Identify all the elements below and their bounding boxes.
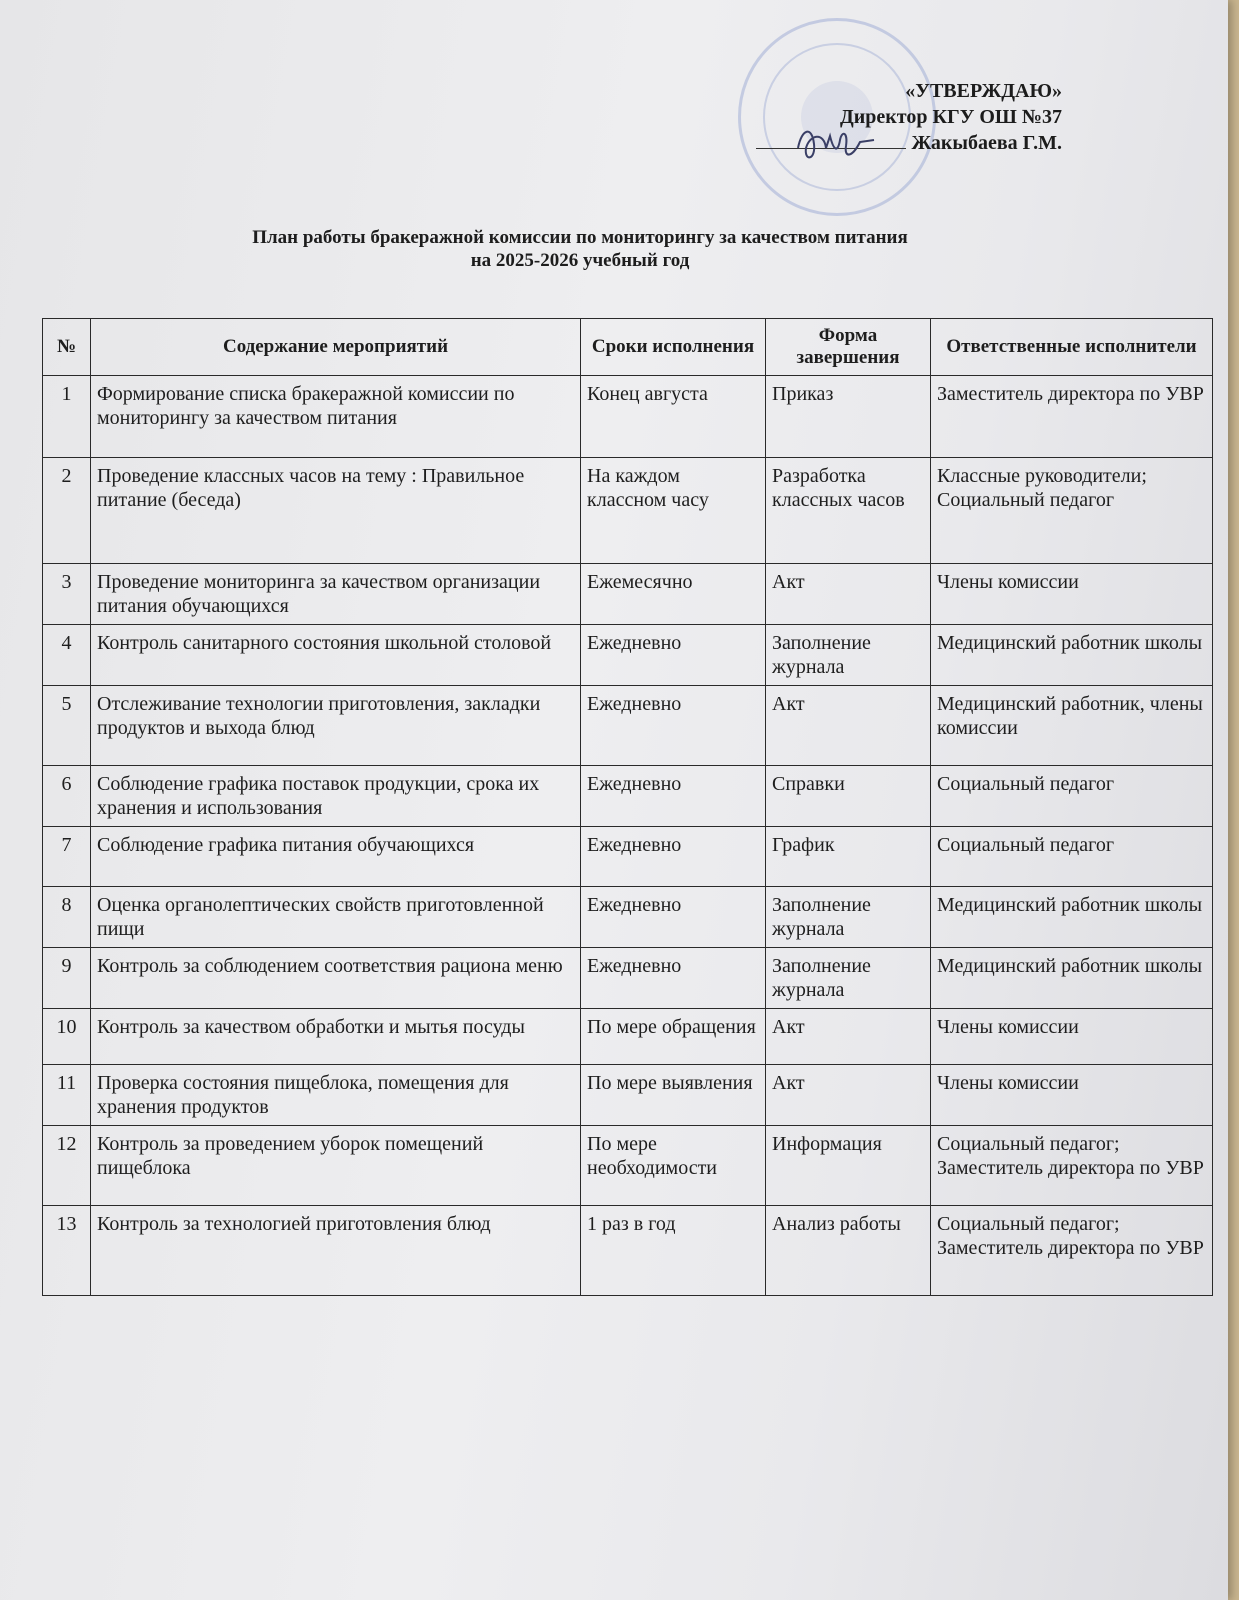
table-row [43,458,1213,564]
row-deadline: Ежедневно [581,766,766,827]
row-responsible: Медицинский работник школы [931,625,1213,686]
row-completion-form: Информация [766,1126,931,1206]
table-row [43,1126,1213,1206]
row-completion-form: Приказ [766,376,931,458]
row-deadline: Ежедневно [581,686,766,766]
row-completion-form: График [766,827,931,887]
row-responsible: Члены комиссии [931,564,1213,625]
row-number: 3 [43,564,91,625]
table-row [43,766,1213,827]
table-row [43,887,1213,948]
signature-icon [790,118,880,168]
row-number: 10 [43,1009,91,1065]
row-deadline: Ежедневно [581,887,766,948]
plan-table [42,318,1213,1296]
row-responsible: Члены комиссии [931,1065,1213,1126]
row-content: Контроль за проведением уборок помещений пищеблока [91,1126,581,1206]
row-content: Проверка состояния пищеблока, помещения для хранения продуктов [91,1065,581,1126]
approval-position: Директор КГУ ОШ №37 [839,106,1062,128]
row-number: 5 [43,686,91,766]
row-content: Соблюдение графика поставок продукции, срока их хранения и использования [91,766,581,827]
row-deadline: Конец августа [581,376,766,458]
row-content: Контроль за качеством обработки и мытья посуды [91,1009,581,1065]
table-row [43,1206,1213,1296]
row-responsible: Социальный педагог [931,827,1213,887]
header-number: № [43,319,91,376]
row-completion-form: Акт [766,686,931,766]
header-content: Содержание мероприятий [91,319,581,376]
row-completion-form: Заполнение журнала [766,887,931,948]
row-number: 12 [43,1126,91,1206]
row-number: 1 [43,376,91,458]
row-content: Контроль за соблюдением соответствия рациона меню [91,948,581,1009]
row-deadline: Ежемесячно [581,564,766,625]
row-number: 11 [43,1065,91,1126]
header-deadline: Сроки исполнения [581,319,766,376]
row-responsible: Социальный педагог [931,766,1213,827]
row-completion-form: Акт [766,1065,931,1126]
row-content: Оценка органолептических свойств приготовленной пищи [91,887,581,948]
row-deadline: На каждом классном часу [581,458,766,564]
row-completion-form: Заполнение журнала [766,948,931,1009]
row-content: Соблюдение графика питания обучающихся [91,827,581,887]
row-completion-form: Заполнение журнала [766,625,931,686]
row-responsible: Медицинский работник школы [931,948,1213,1009]
row-number: 8 [43,887,91,948]
row-deadline: По мере необходимости [581,1126,766,1206]
row-deadline: Ежедневно [581,625,766,686]
row-completion-form: Справки [766,766,931,827]
row-content: Отслеживание технологии приготовления, закладки продуктов и выхода блюд [91,686,581,766]
title-line-1: План работы бракеражной комиссии по мониторингу за качеством питания [252,227,908,248]
row-number: 2 [43,458,91,564]
document-title [150,226,1010,272]
row-deadline: Ежедневно [581,948,766,1009]
row-number: 9 [43,948,91,1009]
table-row [43,625,1213,686]
row-completion-form: Разработка классных часов [766,458,931,564]
row-content: Проведение классных часов на тему : Правильное питание (беседа) [91,458,581,564]
row-deadline: По мере обращения [581,1009,766,1065]
row-responsible: Члены комиссии [931,1009,1213,1065]
title-line-2: на 2025-2026 учебный год [470,250,690,271]
row-responsible: Заместитель директора по УВР [931,376,1213,458]
row-content: Проведение мониторинга за качеством организации питания обучающихся [91,564,581,625]
row-content: Контроль санитарного состояния школьной столовой [91,625,581,686]
row-responsible: Социальный педагог; Заместитель директора по УВР [931,1206,1213,1296]
row-deadline: Ежедневно [581,827,766,887]
approval-signer-name: Жакыбаева Г.М. [911,132,1062,154]
row-content: Формирование списка бракеражной комиссии по мониторингу за качеством питания [91,376,581,458]
row-number: 6 [43,766,91,827]
table-row [43,1009,1213,1065]
table-row [43,376,1213,458]
row-deadline: 1 раз в год [581,1206,766,1296]
row-responsible: Медицинский работник школы [931,887,1213,948]
row-responsible: Классные руководители; Социальный педагог [931,458,1213,564]
bleed-through-text [970,1566,975,1587]
row-completion-form: Акт [766,1009,931,1065]
header-completion-form: Форма завершения [766,319,931,376]
row-completion-form: Акт [766,564,931,625]
table-header-row [43,319,1213,376]
approval-heading: «УТВЕРЖДАЮ» [905,80,1062,102]
row-number: 13 [43,1206,91,1296]
row-deadline: По мере выявления [581,1065,766,1126]
table-row [43,686,1213,766]
row-number: 4 [43,625,91,686]
table-row [43,827,1213,887]
row-responsible: Медицинский работник, члены комиссии [931,686,1213,766]
row-responsible: Социальный педагог; Заместитель директора по УВР [931,1126,1213,1206]
header-responsible: Ответственные исполнители [931,319,1213,376]
table-row [43,948,1213,1009]
row-content: Контроль за технологией приготовления блюд [91,1206,581,1296]
row-completion-form: Анализ работы [766,1206,931,1296]
table-row [43,564,1213,625]
table-row [43,1065,1213,1126]
row-number: 7 [43,827,91,887]
